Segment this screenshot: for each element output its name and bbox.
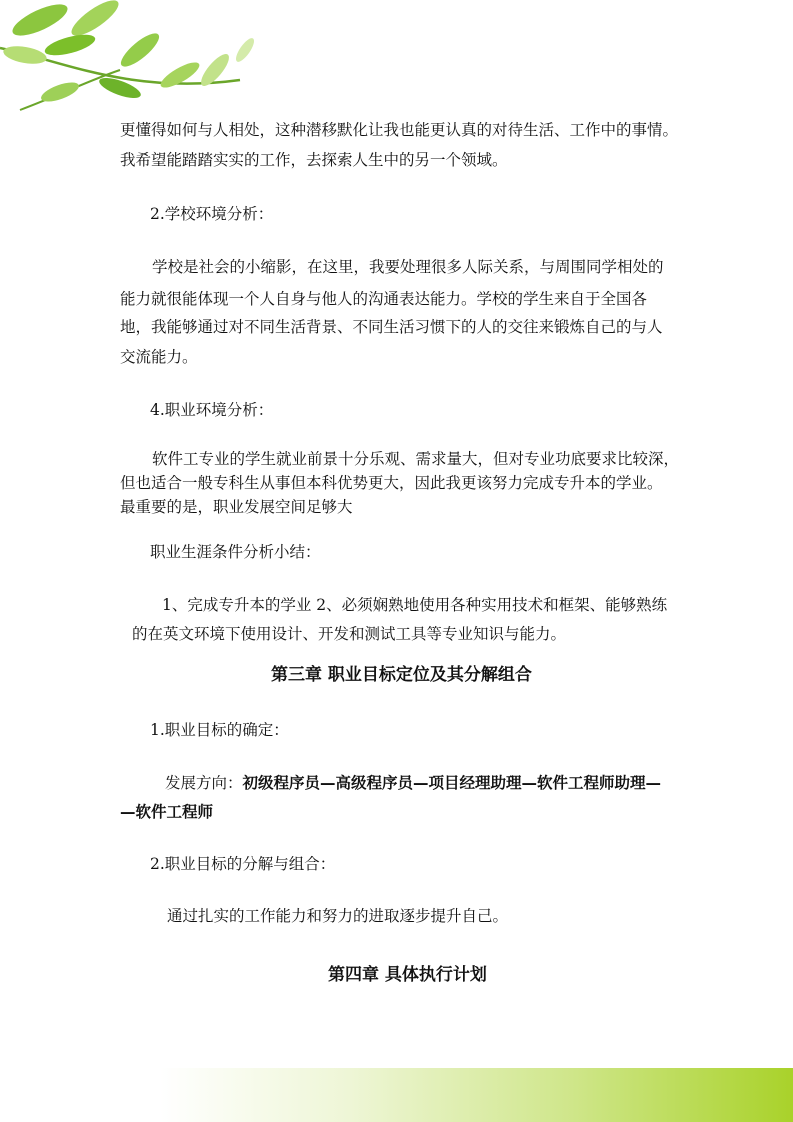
chapter-title: 第四章 具体执行计划 <box>328 965 487 985</box>
paragraph-line <box>165 768 661 798</box>
footer-gradient-bar <box>160 1068 793 1122</box>
paragraph-line: 地，我能够通过对不同生活背景、不同生活习惯下的人的交往来锻炼自己的与人 <box>120 318 663 336</box>
section-heading: 职业生涯条件分析小结： <box>150 543 321 561</box>
section-heading: 2.学校环境分析： <box>150 205 274 223</box>
paragraph-line: 学校是社会的小缩影，在这里，我要处理很多人际关系，与周围同学相处的 <box>152 258 664 276</box>
paragraph-line: 能力就很能体现一个人自身与他人的沟通表达能力。学校的学生来自于全国各 <box>120 290 648 308</box>
paragraph-line: 的在英文环境下使用设计、开发和测试工具等专业知识与能力。 <box>132 625 567 643</box>
direction-path-continued: —软件工程师 <box>120 803 214 821</box>
paragraph-line: 更懂得如何与人相处，这种潜移默化让我也能更认真的对待生活、工作中的事情。 <box>120 121 679 139</box>
paragraph-line: 软件工专业的学生就业前景十分乐观、需求量大，但对专业功底要求比较深， <box>152 450 680 468</box>
paragraph-line: 1、完成专升本的学业 2、必须娴熟地使用各种实用技术和框架、能够熟练 <box>162 596 668 614</box>
section-heading: 1.职业目标的确定： <box>150 721 289 739</box>
paragraph-line: 交流能力。 <box>120 348 198 366</box>
leaf-vine-decoration <box>0 0 260 130</box>
paragraph-line: 我希望能踏踏实实的工作，去探索人生中的另一个领域。 <box>120 151 508 169</box>
paragraph-line: 但也适合一般专科生从事但本科优势更大，因此我更该努力完成专升本的学业。 <box>120 474 663 492</box>
direction-label: 发展方向： <box>165 774 243 792</box>
section-heading: 4.职业环境分析： <box>150 401 274 419</box>
paragraph-line: 通过扎实的工作能力和努力的进取逐步提升自己。 <box>167 907 509 925</box>
paragraph-line: 最重要的是，职业发展空间足够大 <box>120 498 353 516</box>
direction-path: 初级程序员—高级程序员—项目经理助理—软件工程师助理— <box>242 774 662 792</box>
section-heading: 2.职业目标的分解与组合： <box>150 855 336 873</box>
chapter-title: 第三章 职业目标定位及其分解组合 <box>271 665 532 685</box>
